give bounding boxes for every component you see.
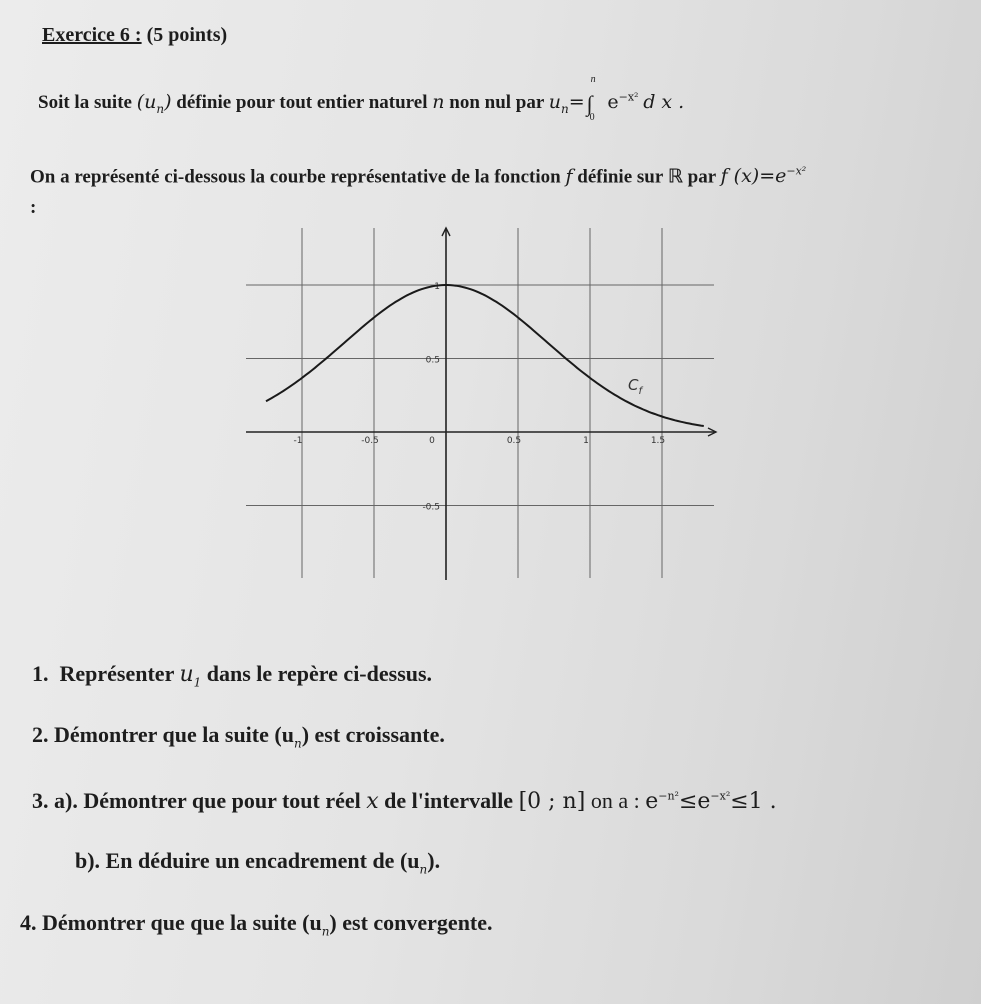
intro-sentence-2 bbox=[30, 165, 806, 188]
intro-text: Soit la suite bbox=[38, 92, 132, 113]
ineq-le1: ≤e bbox=[678, 789, 711, 814]
inequality bbox=[645, 789, 776, 814]
q4-text: 4. Démontrer que que la suite (u bbox=[20, 910, 322, 935]
question-3b bbox=[75, 848, 440, 876]
function-definition bbox=[721, 165, 807, 187]
function-graph bbox=[246, 226, 718, 582]
q1-text-2: dans le repère ci-dessus. bbox=[206, 661, 433, 686]
x-tick-label: -0.5 bbox=[361, 436, 379, 446]
ineq-exp1: −n² bbox=[658, 789, 679, 803]
integral-symbol: n ∫ 0 bbox=[586, 74, 596, 123]
question-2 bbox=[32, 722, 445, 750]
x-tick-label: 0 bbox=[429, 436, 435, 446]
curve-cf bbox=[266, 285, 704, 426]
q2-end: ) est croissante. bbox=[301, 722, 445, 747]
x-tick-label: 1.5 bbox=[650, 436, 666, 446]
sequence-symbol bbox=[136, 91, 172, 116]
q1-text: Représenter bbox=[59, 661, 174, 686]
curve-label: $C_f$ bbox=[628, 376, 643, 397]
y-tick-label: 0.5 bbox=[425, 355, 440, 366]
un-sub: n bbox=[560, 101, 569, 116]
intro2-text: On a représenté ci-dessous la courbe représentative de la fonction bbox=[30, 166, 561, 188]
u1-base: u bbox=[179, 662, 194, 687]
ineq-e1: e bbox=[645, 789, 659, 814]
var-n: n bbox=[432, 91, 445, 113]
exercise-title bbox=[42, 24, 227, 47]
intro2-text-b: définie sur bbox=[577, 166, 663, 188]
x-tick-label: 0.5 bbox=[506, 436, 522, 446]
q3a-x: x bbox=[366, 789, 379, 814]
axes bbox=[246, 228, 716, 580]
function-f: f bbox=[565, 165, 573, 188]
q2-sub: n bbox=[293, 736, 302, 751]
q3a-text-2: de l'intervalle bbox=[384, 788, 514, 813]
intro-text-c: non nul par bbox=[449, 92, 544, 113]
q3b-end: ). bbox=[427, 848, 441, 873]
un-symbol: u bbox=[548, 91, 561, 113]
u1-symbol bbox=[179, 662, 202, 690]
seq-sub: n bbox=[156, 101, 165, 116]
ineq-le2: ≤1 . bbox=[730, 789, 777, 814]
q3a-text: 3. a). Démontrer que pour tout réel bbox=[32, 788, 361, 813]
q3a-ona: on a : bbox=[590, 788, 640, 813]
exercise-points: (5 points) bbox=[146, 24, 228, 46]
u1-sub: 1 bbox=[193, 675, 202, 690]
x-tick-label: 1 bbox=[583, 436, 589, 446]
equals-sign: = bbox=[568, 91, 585, 113]
question-3a bbox=[32, 788, 777, 814]
integrand-base: e bbox=[607, 91, 619, 113]
fx-expression: f (x)=e bbox=[720, 165, 787, 188]
y-tick-label: -0.5 bbox=[422, 502, 440, 513]
seq-close: ) bbox=[164, 91, 172, 113]
fx-exponent: −x² bbox=[786, 165, 807, 178]
un-definition bbox=[548, 91, 585, 116]
intro-sentence-1 bbox=[38, 74, 685, 123]
integral-upper-bound: n bbox=[590, 74, 596, 85]
q4-end: ) est convergente. bbox=[329, 910, 493, 935]
exercise-number: Exercice 6 : bbox=[42, 24, 142, 46]
colon: : bbox=[30, 197, 37, 218]
intro-text-b: définie pour tout entier naturel bbox=[176, 92, 428, 113]
seq-open: (u bbox=[136, 91, 157, 113]
q3b-sub: n bbox=[419, 862, 428, 877]
grid bbox=[246, 228, 714, 578]
q3b-text: b). En déduire un encadrement de (u bbox=[75, 848, 420, 873]
question-4 bbox=[20, 910, 493, 938]
dx: d x . bbox=[643, 91, 685, 113]
q2-text: 2. Démontrer que la suite (u bbox=[32, 722, 294, 747]
question-1 bbox=[32, 661, 432, 689]
ineq-exp2: −x² bbox=[710, 789, 731, 803]
integral-lower-bound: 0 bbox=[589, 112, 595, 123]
integrand bbox=[607, 91, 638, 113]
q4-sub: n bbox=[321, 924, 330, 939]
tick-labels bbox=[294, 282, 666, 513]
interval: [0 ; n] bbox=[518, 789, 586, 814]
x-tick-label: -1 bbox=[293, 436, 303, 446]
intro2-par: par bbox=[687, 166, 716, 188]
reals-symbol: ℝ bbox=[667, 165, 683, 188]
integrand-exponent: −x² bbox=[618, 90, 639, 104]
y-tick-label: 1 bbox=[434, 282, 440, 292]
q1-number: 1. bbox=[32, 661, 49, 686]
